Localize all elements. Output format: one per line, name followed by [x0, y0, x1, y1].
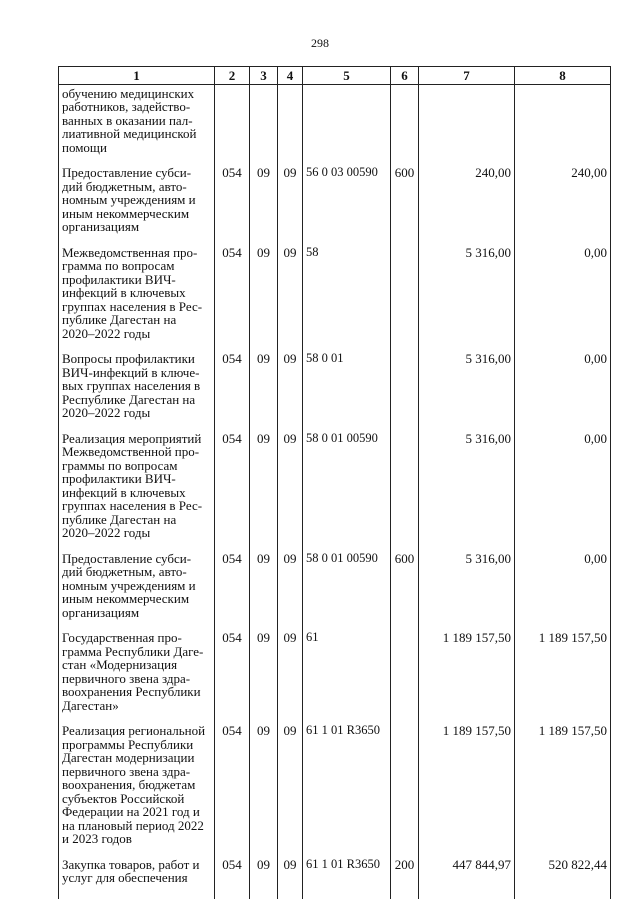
ved-cell: 054	[215, 550, 250, 630]
rz-cell: 09	[250, 350, 278, 430]
pr-cell: 09	[278, 164, 303, 244]
vr-cell	[391, 84, 419, 164]
table-row	[59, 550, 611, 630]
sum-2022-cell: 0,00	[515, 550, 611, 630]
sum-2021-cell: 5 316,00	[419, 550, 515, 630]
sum-2022-cell: 240,00	[515, 164, 611, 244]
header-cell: 5	[303, 67, 391, 85]
header-cell: 1	[59, 67, 215, 85]
csr-cell: 58	[303, 244, 391, 351]
sum-2022-cell: 0,00	[515, 430, 611, 550]
pr-cell: 09	[278, 856, 303, 899]
table-row	[59, 350, 611, 430]
table-row	[59, 856, 611, 899]
sum-2021-cell: 240,00	[419, 164, 515, 244]
sum-2021-cell: 5 316,00	[419, 350, 515, 430]
row-name-cell: Межведомственная про-грамма по вопросам профилактики ВИЧ-инфекций в ключевых группах населения в Рес-публике Дагестан на 2020–2022 годы	[59, 244, 215, 351]
header-cell: 6	[391, 67, 419, 85]
rz-cell	[250, 84, 278, 164]
csr-cell: 61	[303, 629, 391, 722]
header-cell: 4	[278, 67, 303, 85]
row-name-cell: Реализация мероприятий Межведомственной про-граммы по вопросам профилактики ВИЧ-инфекций в ключевых группах населения в Рес-публике Дагестан на 2020–2022 годы	[59, 430, 215, 550]
header-cell: 2	[215, 67, 250, 85]
vr-cell	[391, 244, 419, 351]
ved-cell: 054	[215, 629, 250, 722]
csr-cell: 61 1 01 R3650	[303, 856, 391, 899]
sum-2021-cell: 1 189 157,50	[419, 629, 515, 722]
row-name-cell: Предоставление субси-дий бюджетным, авто-номным учреждениям и иным некоммерческим организациям	[59, 164, 215, 244]
sum-2022-cell: 0,00	[515, 244, 611, 351]
csr-cell: 58 0 01	[303, 350, 391, 430]
sum-2021-cell: 5 316,00	[419, 244, 515, 351]
csr-cell: 56 0 03 00590	[303, 164, 391, 244]
header-cell: 8	[515, 67, 611, 85]
header-cell: 7	[419, 67, 515, 85]
rz-cell: 09	[250, 629, 278, 722]
ved-cell: 054	[215, 350, 250, 430]
vr-cell	[391, 629, 419, 722]
table-row	[59, 722, 611, 856]
csr-cell	[303, 84, 391, 164]
table-row	[59, 84, 611, 164]
sum-2022-cell: 1 189 157,50	[515, 722, 611, 856]
ved-cell: 054	[215, 244, 250, 351]
row-name-cell: Вопросы профилактики ВИЧ-инфекций в ключе-вых группах населения в Республике Дагестан на 2020–2022 годы	[59, 350, 215, 430]
rz-cell: 09	[250, 856, 278, 899]
pr-cell: 09	[278, 550, 303, 630]
vr-cell: 600	[391, 164, 419, 244]
ved-cell: 054	[215, 164, 250, 244]
vr-cell	[391, 430, 419, 550]
pr-cell: 09	[278, 722, 303, 856]
vr-cell	[391, 722, 419, 856]
sum-2022-cell: 1 189 157,50	[515, 629, 611, 722]
pr-cell: 09	[278, 430, 303, 550]
row-name-cell: Предоставление субси-дий бюджетным, авто-номным учреждениям и иным некоммерческим организациям	[59, 550, 215, 630]
pr-cell: 09	[278, 244, 303, 351]
rz-cell: 09	[250, 430, 278, 550]
sum-2021-cell	[419, 84, 515, 164]
row-name-cell: Государственная про-грамма Республики Даге-стан «Модернизация первичного звена здра-воохранения Республики Дагестан»	[59, 629, 215, 722]
table-row	[59, 629, 611, 722]
table-row	[59, 164, 611, 244]
table-row	[59, 430, 611, 550]
rz-cell: 09	[250, 244, 278, 351]
pr-cell: 09	[278, 350, 303, 430]
sum-2022-cell	[515, 84, 611, 164]
ved-cell: 054	[215, 430, 250, 550]
csr-cell: 58 0 01 00590	[303, 550, 391, 630]
sum-2021-cell: 447 844,97	[419, 856, 515, 899]
row-name-cell: обучению медицинских работников, задейство-ванных в оказании пал-лиативной медицинской помощи	[59, 84, 215, 164]
rz-cell: 09	[250, 164, 278, 244]
rz-cell: 09	[250, 550, 278, 630]
sum-2022-cell: 520 822,44	[515, 856, 611, 899]
ved-cell	[215, 84, 250, 164]
sum-2022-cell: 0,00	[515, 350, 611, 430]
pr-cell	[278, 84, 303, 164]
row-name-cell: Закупка товаров, работ и услуг для обеспечения	[59, 856, 215, 899]
ved-cell: 054	[215, 856, 250, 899]
table-row	[59, 244, 611, 351]
ved-cell: 054	[215, 722, 250, 856]
row-name-cell: Реализация региональной программы Республики Дагестан модернизации первичного звена здра-воохранения, бюджетам субъектов Российской Федерации на 2021 год и на плановый период 2022 и 2023 годов	[59, 722, 215, 856]
page-number: 298	[311, 36, 329, 50]
table-header-row	[59, 67, 611, 85]
sum-2021-cell: 5 316,00	[419, 430, 515, 550]
rz-cell: 09	[250, 722, 278, 856]
sum-2021-cell: 1 189 157,50	[419, 722, 515, 856]
header-cell: 3	[250, 67, 278, 85]
pr-cell: 09	[278, 629, 303, 722]
csr-cell: 61 1 01 R3650	[303, 722, 391, 856]
vr-cell: 600	[391, 550, 419, 630]
budget-table	[58, 66, 611, 899]
csr-cell: 58 0 01 00590	[303, 430, 391, 550]
vr-cell	[391, 350, 419, 430]
vr-cell: 200	[391, 856, 419, 899]
